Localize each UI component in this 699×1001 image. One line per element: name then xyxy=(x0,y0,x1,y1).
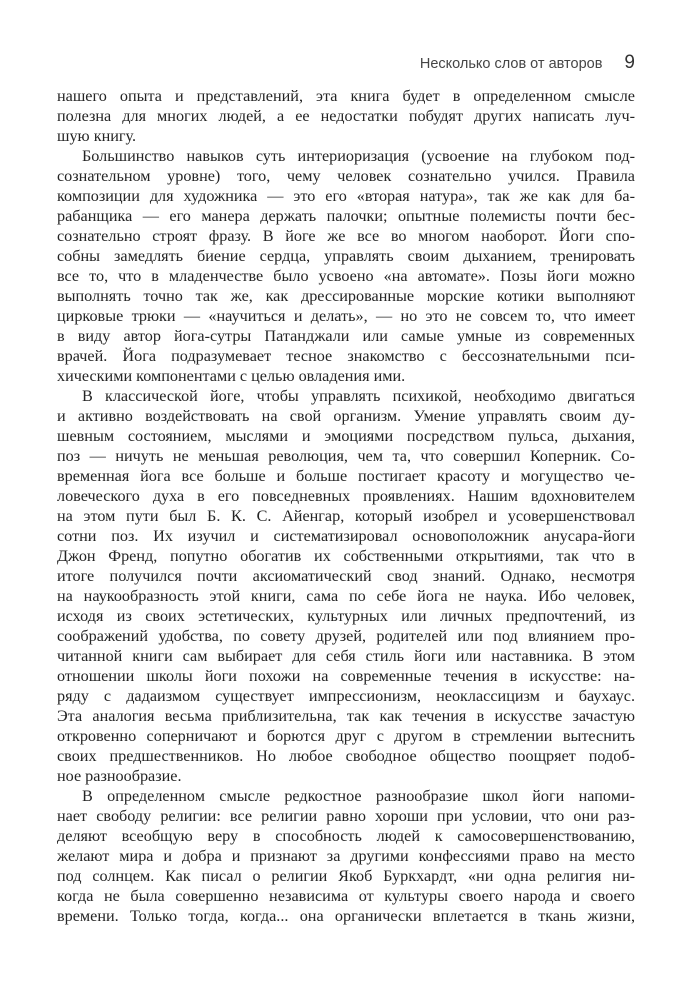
text-line: врачей. Йога подразумевает тесное знакомство с бессознательными пси- xyxy=(57,347,635,365)
text-line: временная йога все больше и больше постигает красоту и могущество че- xyxy=(57,467,635,485)
text-line: ловеческого духа в его повседневных проявлениях. Нашим вдохновителем xyxy=(57,487,635,505)
text-line: и активно воздействовать на свой организм. Умение управлять своим ду- xyxy=(57,407,635,425)
text-line: нает свободу религии: все религии равно хороши при условии, что они раз- xyxy=(57,807,635,825)
paragraph xyxy=(57,146,635,386)
text-line: откровенно соперничают и борются друг с другом в стремлении вытеснить xyxy=(57,727,635,745)
text-line: в виду автор йога-сутры Патанджали или самые умные из современных xyxy=(57,327,635,345)
text-line: Большинство навыков суть интериоризация (усвоение на глубоком под- xyxy=(82,147,635,165)
text-line: Эта аналогия весьма приблизительна, так как течения в искусстве зачастую xyxy=(57,707,635,725)
text-line: выполнять точно так же, как дрессированные морские котики выполняют xyxy=(57,287,635,305)
text-line: на этом пути был Б. К. С. Айенгар, который изобрел и усовершенствовал xyxy=(57,507,635,525)
text-line: читанной книги сам выбирает для себя стиль йоги или наставника. В этом xyxy=(57,647,635,665)
text-line: шевным состоянием, мыслями и эмоциями посредством пульса, дыхания, xyxy=(57,427,635,445)
page-body xyxy=(57,86,635,926)
paragraph xyxy=(57,86,635,146)
paragraph xyxy=(57,786,635,926)
text-line: деляют всеобщую веру в способность людей к самосовершенствованию, xyxy=(57,827,635,845)
text-line: желают мира и добра и признают за другими конфессиями право на место xyxy=(57,847,635,865)
text-line: отношении школы йоги похожи на современные течения в искусстве: на- xyxy=(57,667,635,685)
text-line: ряду с дадаизмом существует импрессионизм, неоклассицизм и баухаус. xyxy=(57,687,635,705)
text-line: нашего опыта и представлений, эта книга будет в определенном смысле xyxy=(57,87,635,105)
text-line: все то, что в младенчестве было усвоено «на автомате». Позы йоги можно xyxy=(57,267,635,285)
text-line: сотни поз. Их изучил и систематизировал основоположник анусара-йоги xyxy=(57,527,635,545)
text-line: на наукообразность этой книги, сама по себе йога не наука. Ибо человек, xyxy=(57,587,635,605)
text-line: своих предшественников. Но любое свободное общество поощряет подоб- xyxy=(57,747,635,765)
running-title: Несколько слов от авторов xyxy=(419,56,603,72)
text-line: когда не была совершенно независима от культуры своего народа и своего xyxy=(57,887,635,905)
text-line: Джон Френд, попутно обогатив их собственными открытиями, так что в xyxy=(57,547,635,565)
text-line: под солнцем. Как писал о религии Якоб Буркхардт, «ни одна религия ни- xyxy=(57,867,635,885)
text-line: В определенном смысле редкостное разнообразие школ йоги напоми- xyxy=(82,787,635,805)
text-line: итоге получился почти аксиоматический свод знаний. Однако, несмотря xyxy=(57,567,635,585)
text-line: рабанщика — его манера держать палочки; опытные полемисты почти бес- xyxy=(57,207,635,225)
text-line: шую книгу. xyxy=(57,127,137,145)
text-line: полезна для многих людей, а ее недостатки побудят других написать луч- xyxy=(57,107,635,125)
text-line: исходя из своих эстетических, культурных или личных предпочтений, из xyxy=(57,607,635,625)
text-line: ное разнообразие. xyxy=(57,767,182,785)
text-line: времени. Только тогда, когда... она органически вплетается в ткань жизни, xyxy=(57,907,635,925)
text-line: сознательном уровне) того, чему человек сознательно учился. Правила xyxy=(57,167,635,185)
text-line: цирковые трюки — «научиться и делать», — но это не совсем то, что имеет xyxy=(57,307,635,325)
text-line: поз — ничуть не меньшая революция, чем та, что совершил Коперник. Со- xyxy=(57,447,635,465)
text-line: соображений удобства, по совету друзей, родителей или под влиянием про- xyxy=(57,627,635,645)
text-line: собны замедлять биение сердца, управлять своим дыханием, тренировать xyxy=(57,247,635,265)
text-line: сознательно строят фразу. В йоге же все во многом наоборот. Йоги спо- xyxy=(57,227,635,245)
page-header xyxy=(57,53,635,74)
text-line: хическими компонентами с целью овладения ими. xyxy=(57,367,406,385)
text-line: композиции для художника — это его «вторая натура», так же как для ба- xyxy=(57,187,635,205)
paragraph xyxy=(57,386,635,786)
text-line: В классической йоге, чтобы управлять психикой, необходимо двигаться xyxy=(82,387,635,405)
page-number: 9 xyxy=(624,52,635,73)
